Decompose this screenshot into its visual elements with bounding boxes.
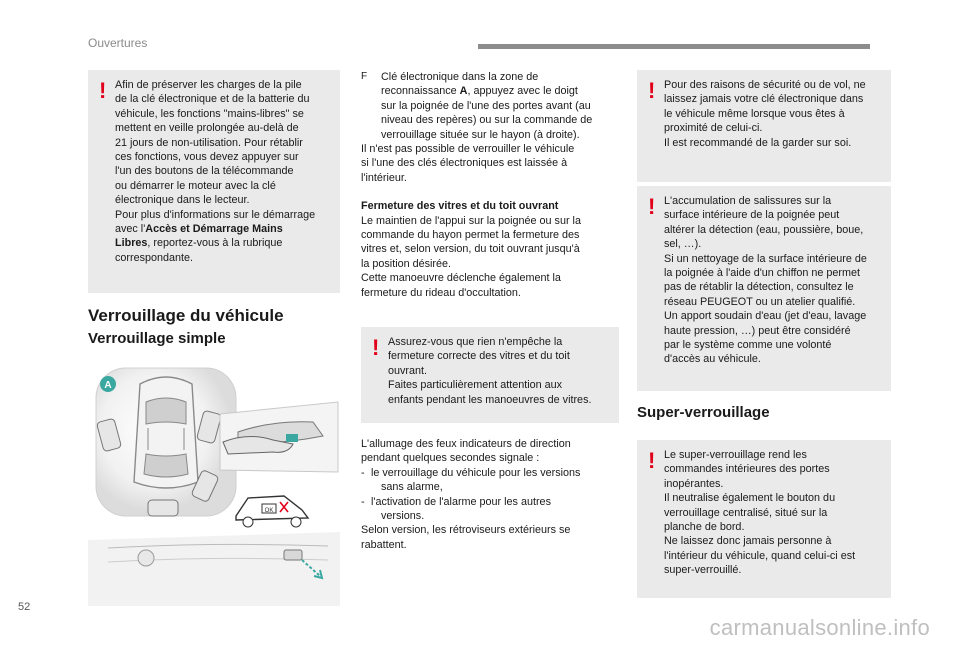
warning-icon: ! [99, 78, 107, 103]
text-line: verrouillage centralisé, situé sur la [664, 506, 828, 519]
text-line: réseau PEUGEOT ou un atelier qualifié. [664, 295, 856, 308]
paragraph-windows [361, 214, 619, 300]
text-line [381, 84, 592, 98]
text-line: Cette manoeuvre déclenche également la [361, 272, 561, 285]
text-line: correspondante. [115, 251, 194, 264]
header-bar [478, 44, 870, 49]
bullet-symbol: F [361, 71, 368, 82]
text-line: pas de rétablir la détection, consultez le [664, 281, 854, 294]
warning-box-windows [361, 327, 619, 423]
warning-box-dirt [637, 186, 891, 391]
text-line: l'un des boutons de la télécommande [115, 165, 294, 178]
text-line: par le système comme une volonté [664, 339, 832, 352]
locking-illustration [88, 362, 340, 606]
text-line: Assurez-vous que rien n'empêche la [388, 336, 563, 348]
text-line: le verrouillage du véhicule pour les versions [371, 466, 581, 479]
text-line: Il neutralise également le bouton du [664, 492, 836, 505]
text-line: le véhicule même lorsque vous êtes à [664, 107, 845, 120]
link-reference: Libres [115, 237, 148, 250]
warning-text [664, 194, 883, 367]
text-line: niveau des repères) ou sur la commande de [381, 114, 593, 127]
text-line: si l'une des clés électroniques est laissée à [361, 157, 568, 170]
bullet-key-zone [361, 70, 619, 142]
text-line: laissez jamais votre clé électronique dans [664, 93, 864, 106]
tailgate-view [88, 532, 340, 606]
link-reference: Accès et Démarrage Mains [145, 223, 283, 236]
list-text [371, 466, 580, 495]
text-span: , reportez-vous à la rubrique [147, 237, 283, 250]
text-line: Il est recommandé de la garder sur soi. [664, 136, 852, 149]
subheading-windows: Fermeture des vitres et du toit ouvrant [361, 200, 559, 213]
text-line: L'allumage des feux indicateurs de direction [361, 438, 571, 450]
column-2 [361, 70, 619, 300]
warning-box-battery [88, 70, 340, 293]
marker-ref: A [459, 85, 468, 98]
text-line: l'activation de l'alarme pour les autres [371, 495, 551, 508]
warning-text [664, 448, 883, 578]
text-line: Ne laissez donc jamais personne à [664, 535, 832, 548]
text-line: ouvrant. [388, 364, 428, 377]
text-line: verrouillage située sur le hayon (à droite). [381, 128, 580, 141]
marker-a-label: A [104, 380, 112, 391]
door-handle-panel [220, 402, 338, 472]
text-line: proximité de celui-ci. [664, 122, 763, 135]
page-number: 52 [18, 601, 31, 613]
warning-text [388, 335, 611, 407]
text-line: sans alarme, [381, 481, 443, 494]
text-line: mettent en veille prolongée au-delà de [115, 122, 299, 135]
list-item [361, 495, 619, 524]
list-text [371, 495, 551, 524]
text-line: Un apport soudain d'eau (jet d'eau, lavage [664, 310, 867, 323]
text-line: commandes intérieures des portes [664, 463, 830, 476]
text-line: pendant quelques secondes signale : [361, 452, 540, 465]
text-line: vitres et, selon version, du toit ouvrant jusqu'à [361, 243, 580, 256]
car-side-icon [236, 496, 308, 527]
text-line: rabattent. [361, 538, 407, 551]
text-line: versions. [381, 510, 425, 523]
text-line: la position désirée. [361, 257, 452, 270]
text-line: haute pression, …) peut être considéré [664, 324, 851, 337]
text-line: Selon version, les rétroviseurs extérieurs se [361, 524, 571, 537]
bullet-row [361, 70, 619, 142]
text-line: Le maintien de l'appui sur la poignée ou sur la [361, 214, 581, 227]
warning-icon: ! [648, 78, 656, 103]
text-line: super-verrouillé. [664, 564, 742, 577]
text-line: Faites particulièrement attention aux [388, 379, 563, 392]
text-line: Afin de préserver les charges de la pile [115, 79, 302, 91]
text-line: d'accès au véhicule. [664, 353, 761, 366]
bullet-text [381, 70, 592, 142]
text-line: ou démarrer le moteur avec la clé [115, 179, 276, 192]
watermark: carmanualsonline.info [709, 615, 930, 640]
text-line: altérer la détection (eau, poussière, boue, [664, 223, 864, 236]
warning-icon: ! [648, 448, 656, 473]
car-top-view [134, 377, 198, 488]
text-line: inopérantes. [664, 477, 724, 490]
text-line: l'intérieur. [361, 171, 407, 184]
warning-icon: ! [372, 335, 380, 360]
text-line: commande du hayon permet la fermeture des [361, 229, 580, 242]
text-line: Si un nettoyage de la surface intérieure de [664, 252, 867, 265]
text-line: surface intérieure de la poignée peut [664, 209, 840, 222]
text-line: planche de bord. [664, 521, 745, 534]
paragraph-key-inside [361, 142, 619, 185]
ok-label: OK [264, 508, 274, 514]
text-line: Clé électronique dans la zone de [381, 71, 539, 83]
text-line: Le super-verrouillage rend les [664, 449, 807, 461]
text-line: 21 jours de non-utilisation. Pour rétablir [115, 136, 303, 149]
text-line: fermeture du rideau d'occultation. [361, 286, 521, 299]
text-line [115, 236, 332, 250]
text-line: fermeture correcte des vitres et du toit [388, 350, 570, 363]
list-item [361, 466, 619, 495]
text-line: Pour des raisons de sécurité ou de vol, ne [664, 79, 866, 91]
text-line: de la clé électronique et de la batterie du [115, 93, 310, 106]
text-line: ces fonctions, vous devez appuyer sur [115, 151, 299, 164]
text-span: avec l' [115, 223, 146, 236]
text-line: la poignée à l'aide d'un chiffon ne permet [664, 267, 861, 280]
warning-box-super-lock [637, 440, 891, 598]
text-span: reconnaissance [381, 85, 460, 98]
text-line: l'intérieur du véhicule, quand celui-ci est [664, 549, 856, 562]
heading-super-lock: Super-verrouillage [637, 404, 770, 421]
text-line: L'accumulation de salissures sur la [664, 195, 832, 207]
text-line: sel, …). [664, 238, 702, 251]
heading-simple-lock: Verrouillage simple [88, 330, 226, 347]
text-line: Pour plus d'informations sur le démarrage [115, 208, 316, 221]
warning-box-key-safety [637, 70, 891, 182]
list-dash: - [361, 466, 365, 479]
text-line: véhicule, les fonctions "mains-libres" se [115, 107, 304, 120]
heading-main: Verrouillage du véhicule [88, 306, 284, 325]
warning-icon: ! [648, 194, 656, 219]
text-span: , appuyez avec le doigt [467, 85, 578, 98]
list-dash: - [361, 495, 365, 508]
text-line [115, 222, 332, 236]
column-2-lower [361, 437, 619, 552]
text-line: enfants pendant les manoeuvres de vitres. [388, 393, 592, 406]
text-line: électronique dans le lecteur. [115, 194, 250, 207]
warning-text [664, 78, 883, 150]
text-line: sur la poignée de l'une des portes avant (au [381, 99, 591, 112]
warning-text [115, 78, 332, 265]
text-line: Il n'est pas possible de verrouiller le véhicule [361, 143, 575, 156]
section-title: Ouvertures [88, 36, 148, 50]
